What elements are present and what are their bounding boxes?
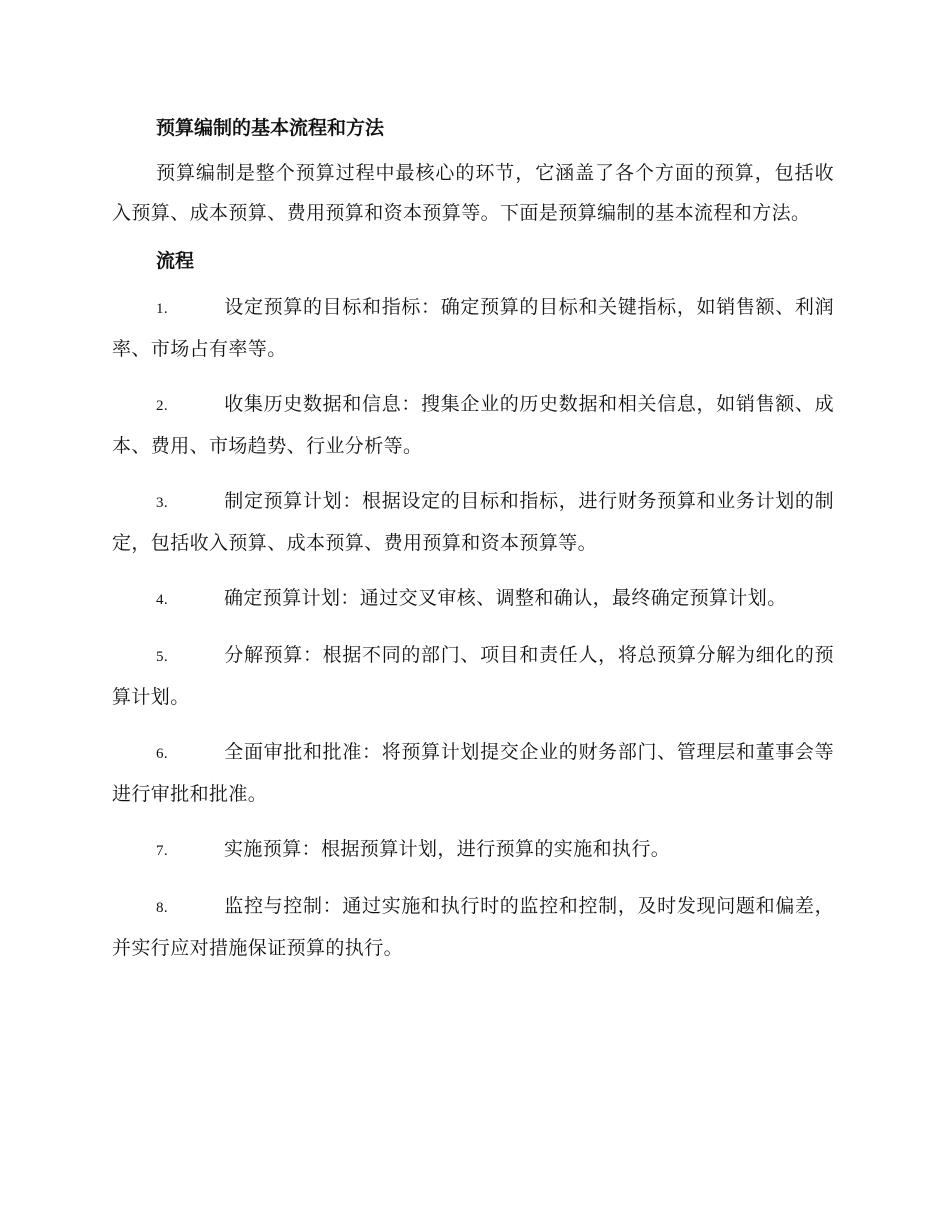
- step-number: 3.: [156, 495, 169, 511]
- step-text: 实施预算：根据预算计划，进行预算的实施和执行。: [224, 838, 671, 860]
- document-content: [112, 108, 834, 983]
- step-number: 1.: [156, 301, 169, 317]
- step-text: 确定预算计划：通过交叉审核、调整和确认，最终确定预算计划。: [224, 587, 787, 609]
- step-item: [112, 829, 834, 871]
- document-title: 预算编制的基本流程和方法: [156, 117, 385, 139]
- step-item: [112, 635, 834, 717]
- step-number: 7.: [156, 843, 169, 859]
- step-item: [112, 481, 834, 563]
- step-text: 分解预算：根据不同的部门、项目和责任人，将总预算分解为细化的预算计划。: [112, 644, 834, 708]
- steps-list: [112, 287, 834, 968]
- step-item: [112, 886, 834, 968]
- section-title: 流程: [156, 250, 195, 272]
- step-number: 4.: [156, 592, 169, 608]
- step-number: 5.: [156, 649, 169, 665]
- step-number: 6.: [156, 746, 169, 762]
- step-text: 制定预算计划：根据设定的目标和指标，进行财务预算和业务计划的制定，包括收入预算、成本预算、费用预算和资本预算等。: [112, 490, 834, 554]
- step-text: 设定预算的目标和指标：确定预算的目标和关键指标，如销售额、利润率、市场占有率等。: [112, 296, 834, 360]
- step-text: 全面审批和批准：将预算计划提交企业的财务部门、管理层和董事会等进行审批和批准。: [112, 741, 834, 805]
- step-number: 2.: [156, 398, 169, 414]
- intro-paragraph: 预算编制是整个预算过程中最核心的环节，它涵盖了各个方面的预算，包括收入预算、成本预算、费用预算和资本预算等。下面是预算编制的基本流程和方法。: [112, 162, 834, 224]
- step-item: [112, 287, 834, 369]
- step-text: 监控与控制：通过实施和执行时的监控和控制，及时发现问题和偏差，并实行应对措施保证预算的执行。: [112, 895, 834, 959]
- step-number: 8.: [156, 900, 169, 916]
- step-item: [112, 732, 834, 814]
- step-item: [112, 384, 834, 466]
- step-text: 收集历史数据和信息：搜集企业的历史数据和相关信息，如销售额、成本、费用、市场趋势、行业分析等。: [112, 393, 834, 457]
- step-item: [112, 578, 834, 620]
